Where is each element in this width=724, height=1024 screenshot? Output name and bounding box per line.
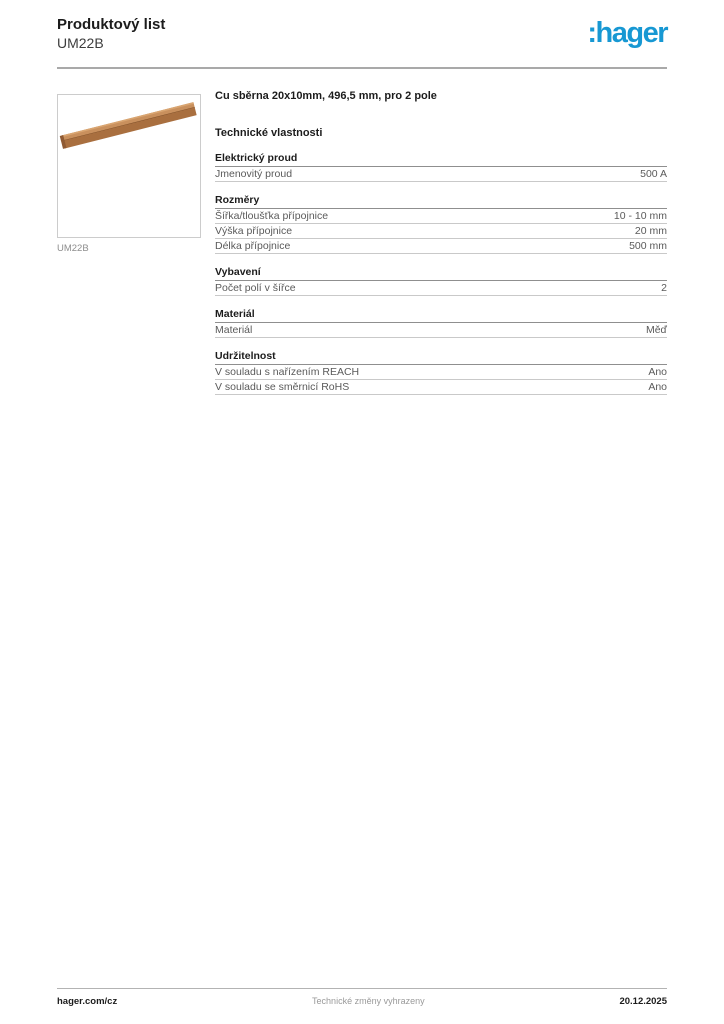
spec-row [215, 224, 667, 239]
spec-label: V souladu se směrnicí RoHS [215, 380, 350, 393]
hager-logo: :hager [587, 17, 667, 49]
spec-label: Délka přípojnice [215, 239, 291, 252]
busbar-front-face [63, 107, 197, 148]
page-title: Produktový list [57, 16, 166, 33]
spec-value: 500 A [640, 167, 667, 180]
spec-value: 500 mm [629, 239, 667, 252]
spec-sections [215, 152, 667, 395]
spec-section-title: Elektrický proud [215, 152, 667, 167]
product-image-box [57, 94, 201, 238]
spec-row [215, 380, 667, 395]
spec-section [215, 152, 667, 182]
spec-section [215, 350, 667, 395]
footer-date: 20.12.2025 [619, 996, 667, 1007]
spec-section-title: Vybavení [215, 266, 667, 281]
page-footer [57, 988, 667, 1007]
spec-label: Materiál [215, 323, 253, 336]
spec-value: Ano [648, 365, 667, 378]
product-image-caption: UM22B [57, 243, 89, 254]
spec-label: Šířka/tloušťka přípojnice [215, 209, 329, 222]
footer-website: hager.com/cz [57, 996, 118, 1007]
spec-value: Měď [645, 323, 667, 336]
page-header [57, 16, 667, 60]
footer-disclaimer: Technické změny vyhrazeny [312, 996, 425, 1006]
spec-section [215, 194, 667, 254]
spec-section-title: Materiál [215, 308, 667, 323]
spec-value: 20 mm [634, 224, 667, 237]
spec-value: 2 [661, 281, 667, 294]
spec-row [215, 365, 667, 380]
spec-label: Výška přípojnice [215, 224, 293, 237]
product-reference: UM22B [57, 35, 104, 51]
spec-section-title: Rozměry [215, 194, 667, 209]
spec-row [215, 281, 667, 296]
technical-properties-heading: Technické vlastnosti [215, 127, 323, 139]
header-divider [57, 67, 667, 69]
spec-section-title: Udržitelnost [215, 350, 667, 365]
spec-label: V souladu s nařízením REACH [215, 365, 360, 378]
copper-busbar-image [58, 95, 200, 237]
spec-row [215, 239, 667, 254]
spec-row [215, 167, 667, 182]
spec-value: 10 - 10 mm [613, 209, 667, 222]
spec-label: Jmenovitý proud [215, 167, 293, 180]
spec-section [215, 308, 667, 338]
spec-section [215, 266, 667, 296]
spec-row [215, 209, 667, 224]
spec-value: Ano [648, 380, 667, 393]
content-column [215, 90, 667, 395]
spec-label: Počet polí v šířce [215, 281, 296, 294]
product-title: Cu sběrna 20x10mm, 496,5 mm, pro 2 pole [215, 90, 437, 102]
spec-row [215, 323, 667, 338]
